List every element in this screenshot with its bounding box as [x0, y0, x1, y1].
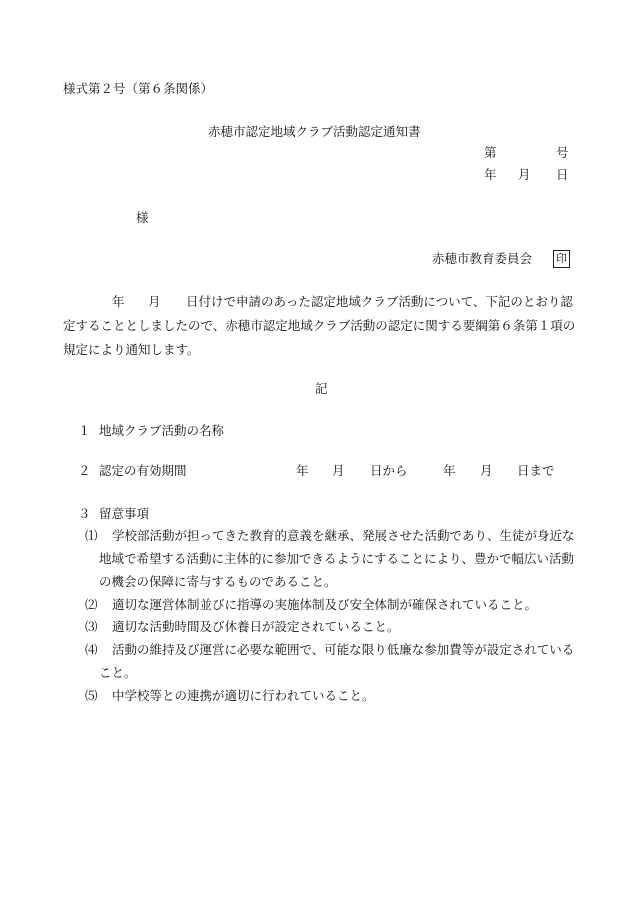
date-year: 年: [484, 167, 497, 182]
item2-label: 認定の有効期間: [99, 463, 187, 478]
period-end-month: 月: [480, 463, 493, 478]
date-month: 月: [518, 167, 531, 182]
note-4-line-2: こと。: [99, 665, 137, 680]
period-start-day: 日から: [370, 463, 408, 478]
note-3-number: ⑶: [85, 619, 98, 634]
document-title: 赤穂市認定地域クラブ活動認定通知書: [208, 124, 421, 139]
number-go: 号: [556, 145, 569, 160]
period-end-year: 年: [443, 463, 456, 478]
note-3-line-1: 適切な活動時間及び休養日が設定されていること。: [112, 619, 400, 634]
body-line2: 定することとしましたので、赤穂市認定地域クラブ活動の認定に関する要綱第６条第１項の: [63, 318, 576, 333]
note-1-line-2: 地域で希望する活動に主体的に参加できるようにすることにより、豊かで幅広い活動: [99, 551, 575, 566]
item2-number: ２: [78, 463, 91, 478]
item3-label: 留意事項: [99, 506, 150, 521]
issuer: 赤穂市教育委員会: [432, 251, 533, 266]
note-2-line-1: 適切な運営体制並びに指導の実施体制及び安全体制が確保されていること。: [112, 597, 538, 612]
note-4-number: ⑷: [85, 642, 98, 657]
period-end-day: 日まで: [517, 463, 555, 478]
note-1-line-1: 学校部活動が担ってきた教育的意義を継承、発展させた活動であり、生徒が身近な: [112, 528, 575, 543]
seal-stamp: 印: [553, 250, 570, 268]
item1-label: 地域クラブ活動の名称: [99, 423, 225, 438]
form-label: 様式第２号（第６条関係）: [63, 81, 214, 96]
note-5-line-1: 中学校等との連携が適切に行われていること。: [112, 688, 375, 703]
body-line3: 規定により通知します。: [63, 342, 200, 357]
note-1-line-3: の機会の保障に寄与するものであること。: [99, 574, 337, 589]
item3-number: ３: [78, 506, 91, 521]
note-4-line-1: 活動の維持及び運営に必要な範囲で、可能な限り低廉な参加費等が設定されている: [112, 642, 575, 657]
date-day: 日: [556, 167, 569, 182]
ki-heading: 記: [315, 381, 328, 396]
body-year: 年: [112, 294, 125, 309]
period-start-year: 年: [296, 463, 309, 478]
body-month: 月: [148, 294, 161, 309]
item1-number: １: [78, 423, 91, 438]
body-line1: 日付けで申請のあった認定地域クラブ活動について、下記のとおり認: [186, 294, 573, 309]
period-start-month: 月: [332, 463, 345, 478]
addressee: 様: [136, 210, 149, 225]
note-5-number: ⑸: [85, 688, 98, 703]
note-2-number: ⑵: [85, 597, 98, 612]
note-1-number: ⑴: [85, 528, 98, 543]
number-dai: 第: [484, 145, 497, 160]
